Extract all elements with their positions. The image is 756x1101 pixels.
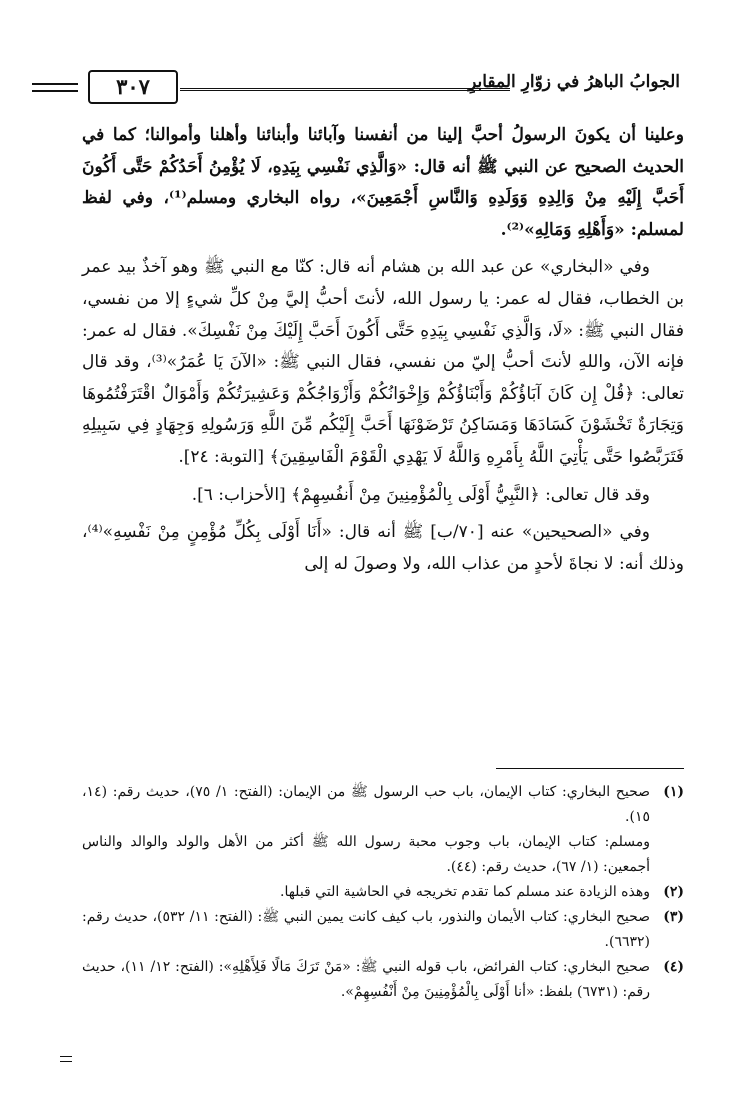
footnote-4	[82, 955, 684, 1005]
running-title: الجوابُ الباهرُ في زوّارِ المقابرِ	[468, 72, 680, 92]
footnote-1	[82, 780, 684, 830]
paragraph-4: وفي «الصحيحين» عنه [٧٠/ب] ﷺ أنه قال: «أَنَا أَوْلَى بِكُلِّ مُؤْمِنٍ مِنْ نَفْسِهِ»⁽⁴⁾، وذلك أنه: لا نجاةَ لأحدٍ من عذاب الله، ولا وصولَ له إلى	[82, 522, 684, 574]
paragraph-3: وقد قال تعالى: ﴿النَّبِيُّ أَوْلَى بِالْمُؤْمِنِينَ مِنْ أَنفُسِهِمْ﴾ [الأحزاب: ٦].	[191, 484, 650, 505]
footnote-separator	[496, 768, 684, 769]
footnote-2	[82, 880, 684, 905]
header-dash	[32, 83, 78, 92]
footnote-text: صحيح البخاري: كتاب الأيمان والنذور، باب كيف كانت يمين النبي ﷺ: (الفتح: ١١/ ٥٣٢)، حديث رقم: (٦٦٣٢).	[82, 909, 651, 950]
footnote-number: (٣)	[663, 909, 684, 925]
paragraph-1: وعلينا أن يكونَ الرسولُ أحبَّ إلينا من أنفسنا وآبائنا وأبنائنا وأهلنا وأموالنا؛ كما في الحديث الصحيح عن النبي ﷺ أنه قال: «وَالَّذِي نَفْسِي بِيَدِهِ، لَا يُؤْمِنُ أَحَدُكُمْ حَتَّى أَكُونَ أَحَبَّ إِلَيْهِ مِنْ وَالِدِهِ وَوَلَدِهِ وَالنَّاسِ أَجْمَعِينَ»، رواه البخاري ومسلم⁽¹⁾، وفي لفظ لمسلم: «وَأَهْلِهِ وَمَالِهِ»⁽²⁾.	[82, 125, 684, 240]
footnote-3	[82, 905, 684, 955]
footnote-1-continuation: ومسلم: كتاب الإيمان، باب وجوب محبة رسول الله ﷺ أكثر من الأهل والولد والوالد والناس أجمعين: (١/ ٦٧)، حديث رقم: (٤٤).	[82, 834, 650, 875]
footnote-text: وهذه الزيادة عند مسلم كما تقدم تخريجه في الحاشية التي قبلها.	[280, 884, 650, 900]
footnote-number: (٢)	[663, 884, 684, 900]
footnote-number: (٤)	[663, 959, 684, 975]
margin-mark	[60, 1056, 72, 1062]
page-number: ٣٠٧	[88, 70, 178, 104]
footnotes	[82, 780, 684, 1005]
paragraph-2: وفي «البخاري» عن عبد الله بن هشام أنه قال: كنّا مع النبي ﷺ وهو آخذٌ بيد عمر بن الخطاب، فقال له عمر: يا رسول الله، لأنتَ أحبُّ إليَّ مِنْ كلِّ شيءٍ إلا من نفسي، فقال النبي ﷺ: «لَا، وَالَّذِي نَفْسِي بِيَدِهِ حَتَّى أَكُونَ أَحَبَّ إِلَيْكَ مِنْ نَفْسِكَ». فقال له عمر: فإنه الآن، واللهِ لأنتَ أحبُّ إليّ من نفسي، فقال النبي ﷺ: «الآنَ يَا عُمَرُ»⁽³⁾، وقد قال تعالى: ﴿قُلْ إِن كَانَ آبَاؤُكُمْ وَأَبْنَاؤُكُمْ وَإِخْوَانُكُمْ وَأَزْوَاجُكُمْ وَعَشِيرَتُكُمْ وَأَمْوَالٌ اقْتَرَفْتُمُوهَا وَتِجَارَةٌ تَخْشَوْنَ كَسَادَهَا وَمَسَاكِنُ تَرْضَوْنَهَا أَحَبَّ إِلَيْكُم مِّنَ اللَّهِ وَرَسُولِهِ وَجِهَادٍ فِي سَبِيلِهِ فَتَرَبَّصُوا حَتَّى يَأْتِيَ اللَّهُ بِأَمْرِهِ وَاللَّهُ لَا يَهْدِي الْقَوْمَ الْفَاسِقِينَ﴾ [التوبة: ٢٤].	[82, 257, 684, 467]
footnote-number: (١)	[663, 784, 684, 800]
footnote-text: صحيح البخاري: كتاب الفرائض، باب قوله النبي ﷺ: «مَنْ تَرَكَ مَالًا فَلِأَهْلِهِ»: (الفتح: ١٢/ ١١)، حديث رقم: (٦٧٣١) بلفظ: «أنا أَوْلَى بِالْمُؤْمِنِينَ مِنْ أَنْفُسِهِمْ».	[82, 959, 651, 1000]
footnote-text: صحيح البخاري: كتاب الإيمان، باب حب الرسول ﷺ من الإيمان: (الفتح: ١/ ٧٥)، حديث رقم: (١٤، ١٥).	[82, 784, 650, 825]
header-rule	[180, 88, 510, 91]
main-text	[82, 120, 684, 586]
page-header	[88, 70, 680, 106]
